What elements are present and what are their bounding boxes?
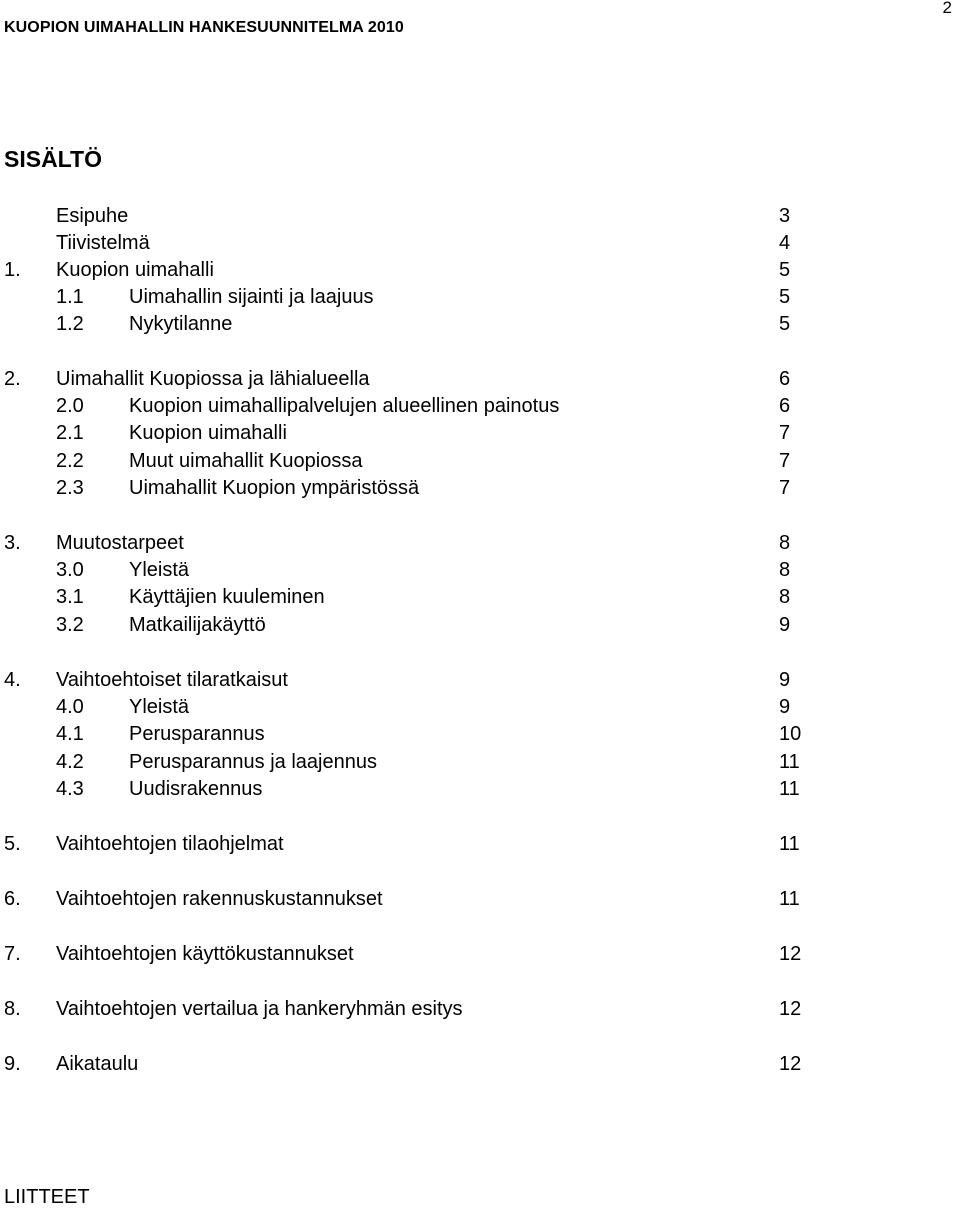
toc-entry-title: Nykytilanne <box>129 313 233 335</box>
toc-entry <box>0 557 960 584</box>
toc-entry <box>0 1051 960 1078</box>
toc-entry <box>0 203 960 230</box>
toc-entry <box>0 584 960 611</box>
toc-entry-title: Uimahallin sijainti ja laajuus <box>129 286 374 308</box>
toc-entry <box>0 393 960 420</box>
toc-entry-title: Kuopion uimahalli <box>129 422 287 444</box>
toc-entry-title: Yleistä <box>129 559 190 581</box>
toc-entry-number: 2.1 <box>56 422 84 444</box>
toc-entry-page: 8 <box>779 586 791 608</box>
toc-entry-number: 7. <box>4 943 21 965</box>
toc-entry-page: 7 <box>779 422 791 444</box>
toc-entry-page: 11 <box>779 833 800 855</box>
toc-entry-page: 5 <box>779 286 791 308</box>
toc-entry-number: 3.2 <box>56 614 84 636</box>
toc-entry-number: 3. <box>4 532 21 554</box>
toc-entry-number: 4.3 <box>56 778 84 800</box>
toc-entry-page: 11 <box>779 751 800 773</box>
toc-entry-number: 2.0 <box>56 395 84 417</box>
toc-entry <box>0 420 960 447</box>
toc-entry <box>0 366 960 393</box>
toc-entry-number: 1.1 <box>56 286 84 308</box>
toc-entry-page: 3 <box>779 205 791 227</box>
toc-entry-title: Vaihtoehtojen käyttökustannukset <box>56 943 354 965</box>
toc-entry-title: Tiivistelmä <box>56 232 150 254</box>
toc-entry-title: Kuopion uimahallipalvelujen alueellinen painotus <box>129 395 560 417</box>
toc-entry-title: Vaihtoehtojen vertailua ja hankeryhmän esitys <box>56 998 463 1020</box>
toc-entry-number: 8. <box>4 998 21 1020</box>
toc-entry-page: 10 <box>779 723 802 745</box>
toc-entry <box>0 475 960 502</box>
toc-entry <box>0 612 960 639</box>
toc-entry-number: 5. <box>4 833 21 855</box>
toc-entry <box>0 530 960 557</box>
appendix-heading: LIITTEET <box>4 1186 90 1208</box>
toc-entry-page: 11 <box>779 888 800 910</box>
toc-entry <box>0 284 960 311</box>
toc-entry-page: 12 <box>779 998 802 1020</box>
toc-entry-title: Uudisrakennus <box>129 778 263 800</box>
toc-entry <box>0 831 960 858</box>
toc-entry-title: Vaihtoehtojen rakennuskustannukset <box>56 888 383 910</box>
toc-entry-title: Kuopion uimahalli <box>56 259 214 281</box>
toc-entry-title: Esipuhe <box>56 205 129 227</box>
toc-entry <box>0 667 960 694</box>
toc-entry-title: Vaihtoehtojen tilaohjelmat <box>56 833 284 855</box>
toc-entry-title: Perusparannus <box>129 723 265 745</box>
toc-entry <box>0 749 960 776</box>
toc-entry-number: 3.1 <box>56 586 84 608</box>
toc-entry-number: 4.0 <box>56 696 84 718</box>
toc-entry <box>0 996 960 1023</box>
toc-entry-page: 6 <box>779 395 791 417</box>
toc-entry-page: 8 <box>779 559 791 581</box>
toc-entry <box>0 230 960 257</box>
toc-entry-page: 7 <box>779 477 791 499</box>
toc-entry-title: Yleistä <box>129 696 190 718</box>
toc-entry-number: 2.3 <box>56 477 84 499</box>
toc-entry-number: 4. <box>4 669 21 691</box>
toc-entry-page: 9 <box>779 696 791 718</box>
toc-entry <box>0 257 960 284</box>
toc-entry-page: 11 <box>779 778 800 800</box>
toc-entry-title: Muutostarpeet <box>56 532 184 554</box>
toc-entry <box>0 776 960 803</box>
toc-entry-title: Perusparannus ja laajennus <box>129 751 377 773</box>
toc-entry-number: 6. <box>4 888 21 910</box>
toc-entry <box>0 886 960 913</box>
toc-entry-page: 5 <box>779 313 791 335</box>
toc-entry-page: 7 <box>779 450 791 472</box>
toc-entry-page: 4 <box>779 232 791 254</box>
toc-entry-number: 2. <box>4 368 21 390</box>
page-number: 2 <box>942 0 952 17</box>
toc-entry <box>0 721 960 748</box>
toc-entry <box>0 448 960 475</box>
toc-entry-number: 3.0 <box>56 559 84 581</box>
toc-entry-number: 4.2 <box>56 751 84 773</box>
toc-entry-page: 12 <box>779 943 802 965</box>
toc-entry-number: 1. <box>4 259 21 281</box>
toc-entry-title: Uimahallit Kuopiossa ja lähialueella <box>56 368 370 390</box>
toc-entry-page: 9 <box>779 614 791 636</box>
document-header-title: KUOPION UIMAHALLIN HANKESUUNNITELMA 2010 <box>4 19 404 36</box>
toc-entry-page: 5 <box>779 259 791 281</box>
toc-entry-page: 9 <box>779 669 791 691</box>
toc-entry-number: 2.2 <box>56 450 84 472</box>
toc-entry <box>0 941 960 968</box>
toc-entry-number: 9. <box>4 1053 21 1075</box>
toc-entry-title: Vaihtoehtoiset tilaratkaisut <box>56 669 288 691</box>
toc-entry-title: Aikataulu <box>56 1053 139 1075</box>
contents-heading: SISÄLTÖ <box>4 146 102 172</box>
toc-entry-number: 4.1 <box>56 723 84 745</box>
toc-entry-page: 8 <box>779 532 791 554</box>
toc-entry-page: 6 <box>779 368 791 390</box>
toc-entry <box>0 694 960 721</box>
toc-entry-title: Matkailijakäyttö <box>129 614 266 636</box>
toc-entry-title: Käyttäjien kuuleminen <box>129 586 325 608</box>
toc-entry-number: 1.2 <box>56 313 84 335</box>
toc-entry-title: Muut uimahallit Kuopiossa <box>129 450 363 472</box>
toc-entry-title: Uimahallit Kuopion ympäristössä <box>129 477 420 499</box>
toc-entry-page: 12 <box>779 1053 802 1075</box>
toc-entry <box>0 311 960 338</box>
